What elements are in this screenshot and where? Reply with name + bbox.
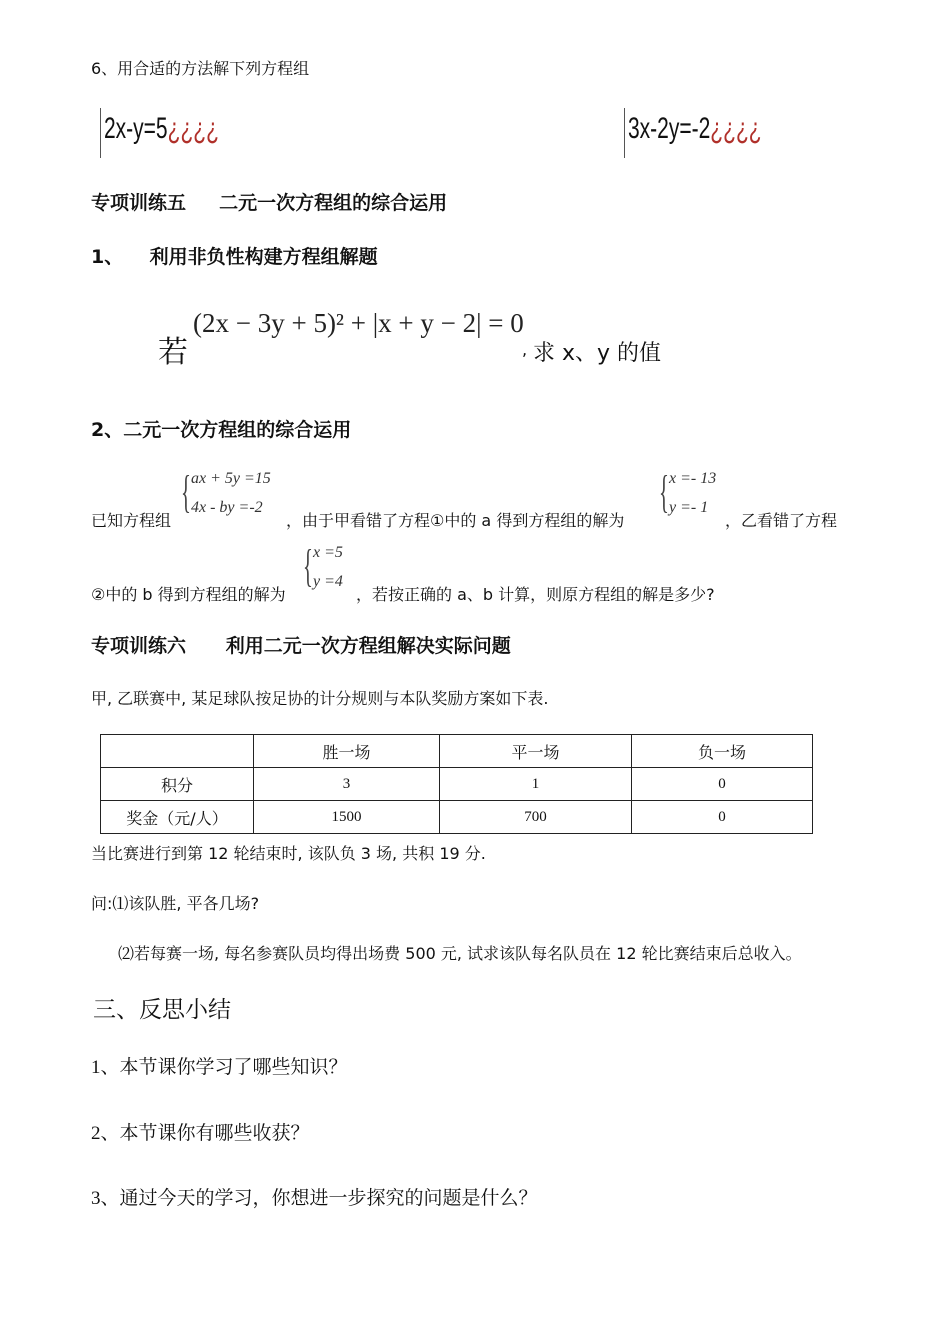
- table-row: [101, 801, 813, 834]
- table-header-cell: 平一场: [440, 735, 632, 768]
- s5-item1-suffix: 求 x、y 的值: [533, 341, 662, 366]
- sys1-brace: {: [181, 466, 191, 517]
- table-cell: 奖金（元/人）: [101, 801, 254, 834]
- q6-eq-right-garble: ¿¿¿¿: [710, 112, 762, 145]
- s5-item2-title: 2、二元一次方程组的综合运用: [91, 419, 352, 441]
- scoring-table: [100, 734, 813, 834]
- table-cell: 700: [440, 801, 632, 834]
- s5-item2-text-b: ，由于甲看错了方程①中的 a 得到方程组的解为: [286, 511, 625, 530]
- q6-equation-right: [628, 112, 762, 146]
- table-cell: 3: [254, 768, 440, 801]
- table-cell: 1500: [254, 801, 440, 834]
- table-cell: 积分: [101, 768, 254, 801]
- table-header-cell: [101, 735, 254, 768]
- table-header-cell: 负一场: [632, 735, 813, 768]
- s6-condition: 当比赛进行到第 12 轮结束时, 该队负 3 场, 共积 19 分.: [91, 844, 486, 863]
- table-header-cell: 胜一场: [254, 735, 440, 768]
- s5-item2-text-a: 已知方程组: [91, 511, 172, 530]
- section5-title: 专项训练五 二元一次方程组的综合运用: [91, 192, 448, 214]
- q6-equation-left: [104, 112, 219, 146]
- s5-item2-text-d: ②中的 b 得到方程组的解为: [91, 585, 286, 604]
- s5-item1-comma: ,: [522, 340, 528, 359]
- section6-title: 专项训练六 利用二元一次方程组解决实际问题: [91, 635, 511, 657]
- section3-title: 三、反思小结: [93, 997, 231, 1023]
- reflect-item-2: 2、本节课你有哪些收获？: [91, 1123, 310, 1144]
- s6-intro: 甲, 乙联赛中, 某足球队按足协的计分规则与本队奖励方案如下表.: [91, 689, 549, 708]
- q6-eq-right-text: 3x-2y=-2: [628, 112, 711, 145]
- s5-item1-formula: (2x − 3y + 5)² + |x + y − 2| = 0: [193, 308, 524, 338]
- q6-eq-left-garble: ¿¿¿¿: [167, 112, 219, 145]
- table-cell: 0: [632, 768, 813, 801]
- s5-item1-title: 1、 利用非负性构建方程组解题: [91, 246, 378, 268]
- table-cell: 1: [440, 768, 632, 801]
- q6-title: 6、用合适的方法解下列方程组: [91, 59, 310, 78]
- sys1-line2: 4x - by =-2: [191, 499, 263, 516]
- s5-item2-text-e: ，若按正确的 a、b 计算，则原方程组的解是多少?: [356, 585, 715, 604]
- sys1-line1: ax + 5y =15: [191, 470, 271, 487]
- table-cell: 0: [632, 801, 813, 834]
- q6-eq-right-bracket: [624, 108, 625, 158]
- q6-eq-left-text: 2x-y=5: [104, 112, 168, 145]
- s6-question-1: 问:⑴该队胜, 平各几场?: [91, 894, 260, 913]
- table-row: [101, 768, 813, 801]
- s5-item1-prefix: 若: [158, 335, 188, 370]
- q6-eq-left-bracket: [100, 108, 101, 158]
- sol1-line2: y =- 1: [669, 499, 709, 516]
- sol2-line1: x =5: [313, 544, 343, 561]
- sol2-brace: {: [303, 540, 313, 591]
- sol1-line1: x =- 13: [669, 470, 717, 487]
- s6-question-2: ⑵若每赛一场, 每名参赛队员均得出场费 500 元, 试求该队每名队员在 12 轮比赛结束后总收入。: [118, 944, 802, 963]
- sol2-line2: y =4: [313, 573, 343, 590]
- table-header-row: [101, 735, 813, 768]
- reflect-item-1: 1、本节课你学习了哪些知识？: [91, 1057, 348, 1078]
- reflect-item-3: 3、通过今天的学习，你想进一步探究的问题是什么？: [91, 1188, 538, 1209]
- s5-item2-text-c: ，乙看错了方程: [725, 511, 838, 530]
- sol1-brace: {: [659, 466, 669, 517]
